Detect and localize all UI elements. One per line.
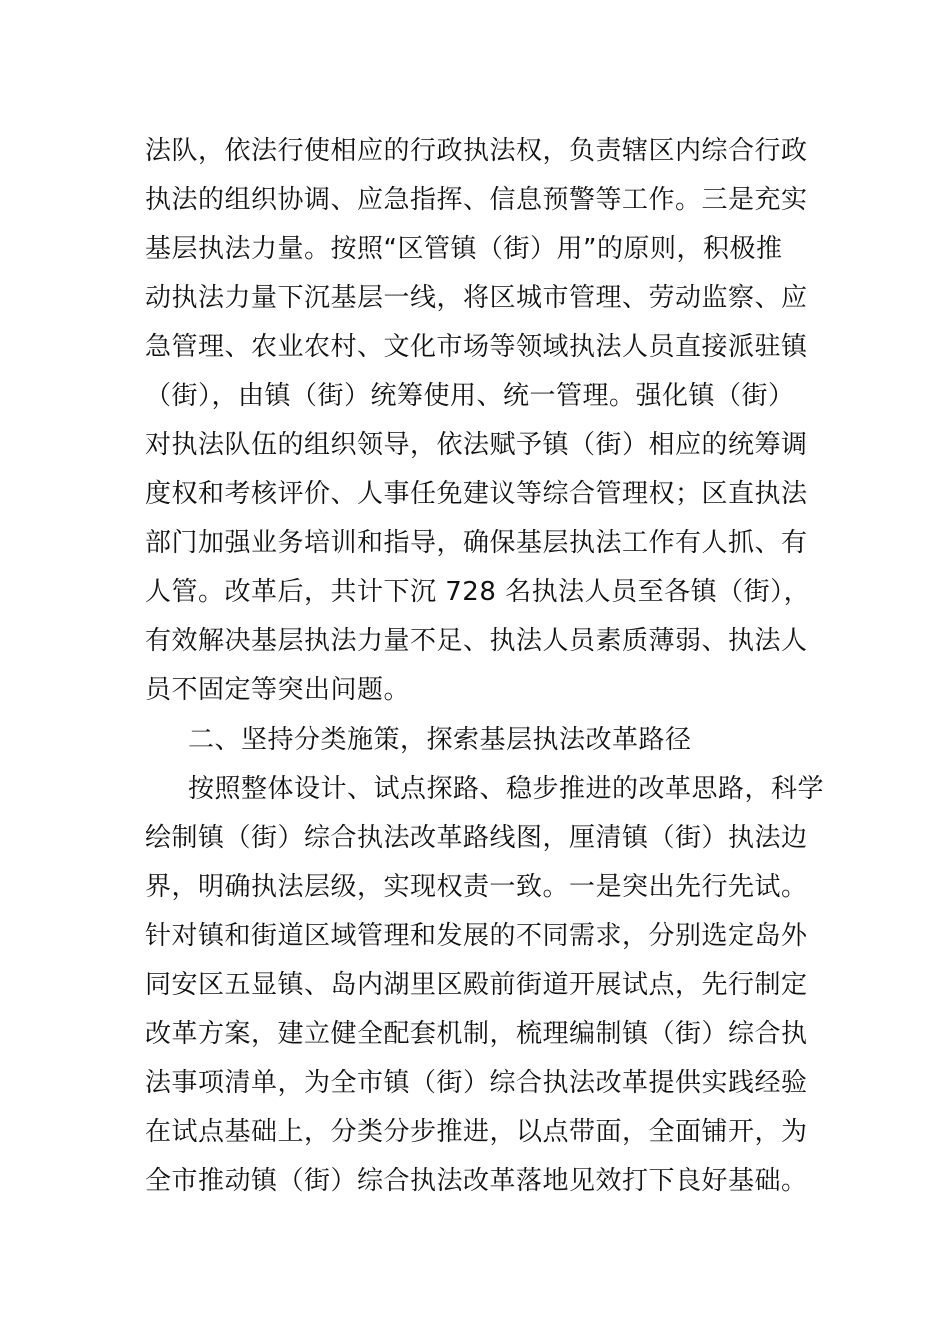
paragraph-line: 动执法力量下沉基层一线，将区城市管理、劳动监察、应: [145, 283, 808, 313]
paragraph-line: 按照整体设计、试点探路、稳步推进的改革思路，科学: [188, 774, 825, 804]
paragraph-line: 全市推动镇（街）综合执法改革落地见效打下良好基础。: [145, 1166, 808, 1196]
paragraph-line: 绘制镇（街）综合执法改革路线图，厘清镇（街）执法边: [145, 823, 808, 853]
paragraph-line: 界，明确执法层级，实现权责一致。一是突出先行先试。: [145, 872, 808, 902]
paragraph-line: 法事项清单，为全市镇（街）综合执法改革提供实践经验: [145, 1068, 808, 1098]
paragraph-line: 改革方案，建立健全配套机制，梳理编制镇（街）综合执: [145, 1019, 808, 1049]
paragraph-line: 在试点基础上，分类分步推进，以点带面，全面铺开，为: [145, 1117, 808, 1147]
paragraph-line: 针对镇和街道区域管理和发展的不同需求，分别选定岛外: [145, 921, 808, 951]
paragraph-line: 执法的组织协调、应急指挥、信息预警等工作。三是充实: [145, 185, 808, 215]
paragraph-line: 有效解决基层执法力量不足、执法人员素质薄弱、执法人: [145, 626, 808, 656]
paragraph-line: 急管理、农业农村、文化市场等领域执法人员直接派驻镇: [145, 332, 808, 362]
paragraph-line: 同安区五显镇、岛内湖里区殿前街道开展试点，先行制定: [145, 970, 808, 1000]
paragraph-line: 对执法队伍的组织领导，依法赋予镇（街）相应的统筹调: [145, 430, 808, 460]
section-heading: 二、坚持分类施策，探索基层执法改革路径: [188, 725, 692, 755]
paragraph-line: 基层执法力量。按照“区管镇（街）用”的原则，积极推: [145, 234, 783, 264]
paragraph-line: 部门加强业务培训和指导，确保基层执法工作有人抓、有: [145, 528, 808, 558]
paragraph-line: 法队，依法行使相应的行政执法权，负责辖区内综合行政: [145, 136, 808, 166]
paragraph-line: （街），由镇（街）统筹使用、统一管理。强化镇（街）: [145, 381, 795, 411]
paragraph-line: 人管。改革后，共计下沉 728 名执法人员至各镇（街），: [145, 577, 811, 607]
paragraph-line: 员不固定等突出问题。: [145, 675, 411, 705]
paragraph-line: 度权和考核评价、人事任免建议等综合管理权；区直执法: [145, 479, 808, 509]
